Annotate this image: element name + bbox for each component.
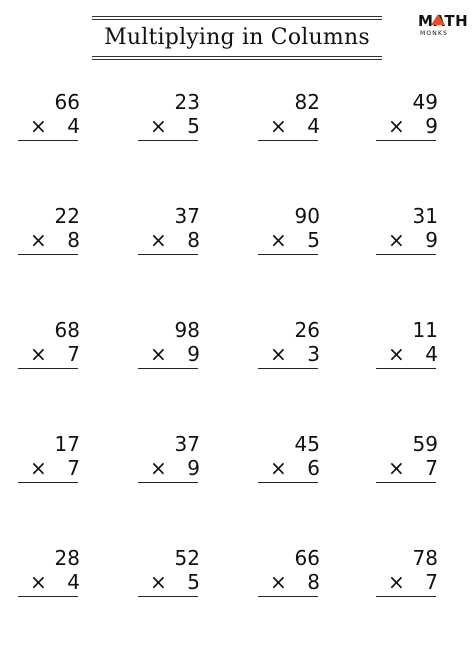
times-sign: × — [150, 114, 167, 138]
multiplicand: 49 — [412, 90, 438, 114]
times-sign: × — [270, 570, 287, 594]
multiplier: 9 — [187, 456, 200, 480]
times-sign: × — [150, 342, 167, 366]
times-sign: × — [150, 456, 167, 480]
multiplicand: 23 — [174, 90, 200, 114]
times-sign: × — [150, 570, 167, 594]
answer-line — [138, 254, 198, 255]
multiplier: 7 — [67, 456, 80, 480]
answer-line — [376, 140, 436, 141]
problem-18 — [150, 546, 200, 594]
problem-10 — [150, 318, 200, 366]
multiplicand: 98 — [174, 318, 200, 342]
times-sign: × — [150, 228, 167, 252]
multiplier: 5 — [187, 570, 200, 594]
problem-15 — [270, 432, 320, 480]
answer-line — [258, 596, 318, 597]
multiplicand: 66 — [54, 90, 80, 114]
multiplier: 7 — [425, 456, 438, 480]
multiplier: 3 — [307, 342, 320, 366]
problem-6 — [150, 204, 200, 252]
multiplier: 9 — [425, 114, 438, 138]
problem-4 — [388, 90, 438, 138]
problem-9 — [30, 318, 80, 366]
problem-11 — [270, 318, 320, 366]
multiplicand: 37 — [174, 432, 200, 456]
times-sign: × — [30, 570, 47, 594]
problem-5 — [30, 204, 80, 252]
answer-line — [376, 596, 436, 597]
problem-16 — [388, 432, 438, 480]
multiplicand: 52 — [174, 546, 200, 570]
answer-line — [18, 368, 78, 369]
answer-line — [138, 596, 198, 597]
answer-line — [138, 482, 198, 483]
multiplier: 7 — [425, 570, 438, 594]
logo-subtitle: MONKS — [420, 30, 449, 37]
answer-line — [138, 140, 198, 141]
multiplicand: 22 — [54, 204, 80, 228]
multiplicand: 59 — [412, 432, 438, 456]
multiplicand: 37 — [174, 204, 200, 228]
multiplier: 6 — [307, 456, 320, 480]
multiplicand: 66 — [294, 546, 320, 570]
times-sign: × — [270, 228, 287, 252]
times-sign: × — [270, 342, 287, 366]
times-sign: × — [270, 114, 287, 138]
times-sign: × — [30, 114, 47, 138]
problem-17 — [30, 546, 80, 594]
answer-line — [18, 482, 78, 483]
multiplicand: 78 — [412, 546, 438, 570]
answer-line — [258, 254, 318, 255]
times-sign: × — [388, 114, 405, 138]
multiplicand: 11 — [412, 318, 438, 342]
problem-12 — [388, 318, 438, 366]
multiplicand: 82 — [294, 90, 320, 114]
multiplicand: 17 — [54, 432, 80, 456]
times-sign: × — [30, 456, 47, 480]
times-sign: × — [270, 456, 287, 480]
answer-line — [258, 482, 318, 483]
problem-20 — [388, 546, 438, 594]
problem-3 — [270, 90, 320, 138]
times-sign: × — [388, 228, 405, 252]
problem-1 — [30, 90, 80, 138]
answer-line — [18, 140, 78, 141]
problem-2 — [150, 90, 200, 138]
multiplier: 9 — [425, 228, 438, 252]
multiplier: 4 — [307, 114, 320, 138]
multiplier: 4 — [425, 342, 438, 366]
answer-line — [18, 254, 78, 255]
multiplier: 8 — [307, 570, 320, 594]
multiplier: 4 — [67, 570, 80, 594]
problem-7 — [270, 204, 320, 252]
multiplicand: 28 — [54, 546, 80, 570]
answer-line — [376, 254, 436, 255]
times-sign: × — [388, 570, 405, 594]
logo-word: MATH — [418, 12, 469, 30]
multiplier: 4 — [67, 114, 80, 138]
page-title: Multiplying in Columns — [104, 25, 370, 50]
multiplicand: 90 — [294, 204, 320, 228]
multiplicand: 26 — [294, 318, 320, 342]
multiplicand: 45 — [294, 432, 320, 456]
problem-19 — [270, 546, 320, 594]
multiplier: 8 — [67, 228, 80, 252]
multiplier: 7 — [67, 342, 80, 366]
answer-line — [376, 482, 436, 483]
answer-line — [18, 596, 78, 597]
answer-line — [258, 140, 318, 141]
answer-line — [258, 368, 318, 369]
multiplier: 5 — [307, 228, 320, 252]
multiplicand: 31 — [412, 204, 438, 228]
answer-line — [138, 368, 198, 369]
answer-line — [376, 368, 436, 369]
times-sign: × — [30, 342, 47, 366]
problem-13 — [30, 432, 80, 480]
times-sign: × — [388, 456, 405, 480]
multiplier: 9 — [187, 342, 200, 366]
multiplier: 8 — [187, 228, 200, 252]
problem-8 — [388, 204, 438, 252]
times-sign: × — [30, 228, 47, 252]
problem-14 — [150, 432, 200, 480]
multiplicand: 68 — [54, 318, 80, 342]
multiplier: 5 — [187, 114, 200, 138]
times-sign: × — [388, 342, 405, 366]
